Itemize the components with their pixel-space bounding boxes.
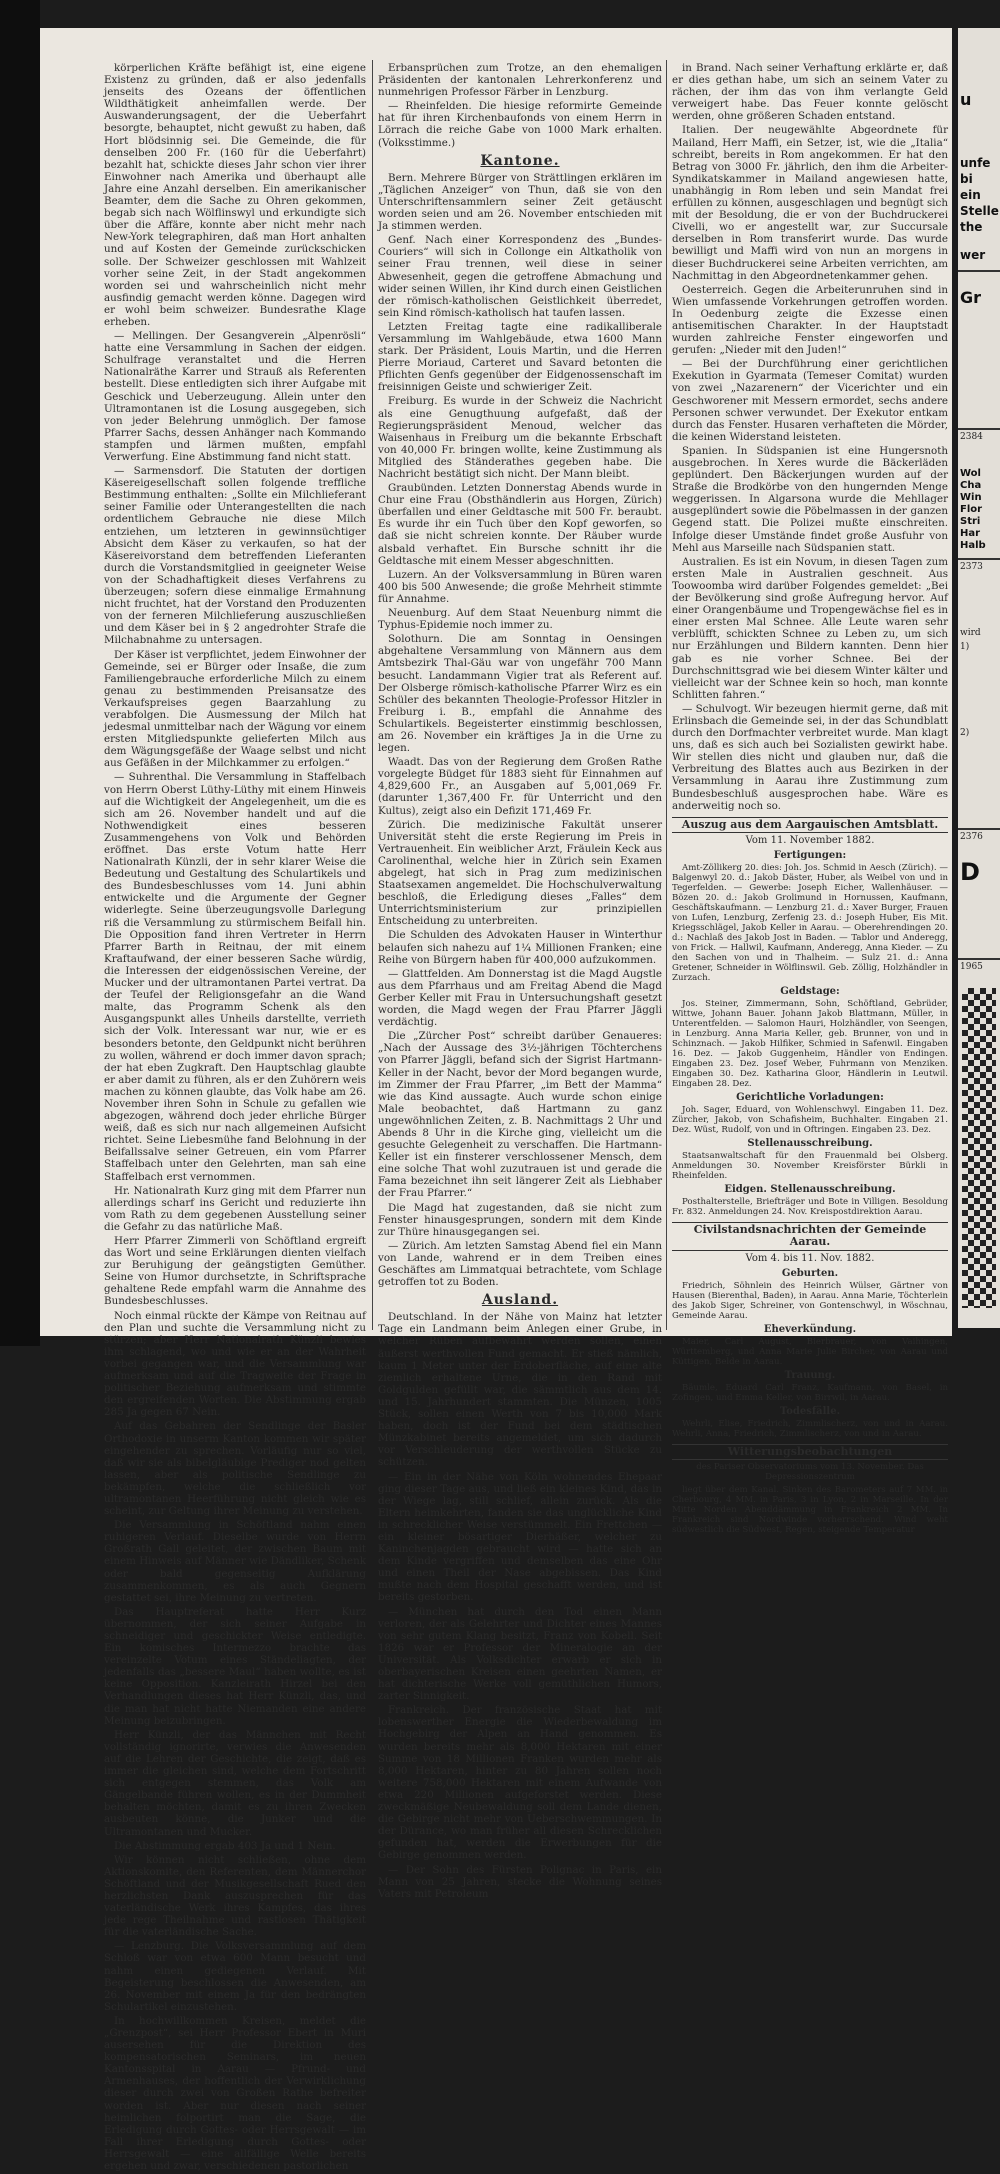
geburten-heading: Geburten. <box>781 1267 839 1279</box>
strip-number: 2384 <box>960 432 983 442</box>
strip-line: Flor <box>960 504 983 515</box>
strip-word: bi <box>960 172 973 186</box>
article-paragraph: Hr. Nationalrath Kurz ging mit dem Pfarrer nun allerdings scharf ins Gericht und reduzierte ihn vom Rath zu dem gegebenen Ausstellung seiner die Gefahr zu das natürliche Maß. <box>104 1184 366 1233</box>
stellenausschreibung-heading: Stellenausschreibung. <box>747 1138 873 1150</box>
strip-word: Stelle <box>960 204 999 218</box>
article-paragraph: Deutschland. In der Nähe von Mainz hat letzter Tage ein Landmann beim Anlegen einer Grube, in welcher Rüben aufbewahrt werden sollen, einen äußerst werthvollen Fund gemacht. Er stieß nämlich, kaum 1 Meter unter der Erdoberfläche, auf eine alte ziemlich erhaltene Urne, die in den Rand mit Goldgulden gefüllt war, die sämmtlich aus dem 14. und 15. Jahrhundert stammten. Die Münzen, 1005 Stück, sollen einen Werth von 7 bis 10,000 Mark haben, doch ist der Fund bei dem städtischen Münzkabinet bereits angemeldet, um sich dadurch vor Verschleuderung der werthvollen Stücke zu schützen. <box>378 1311 662 1469</box>
article-paragraph: Erbansprüchen zum Trotze, an den ehemaligen Präsidenten der kantonalen Lehrerkonferenz und nunmehrigen Professor Färber in Lenzburg. <box>378 62 662 99</box>
article-paragraph: Graubünden. Letzten Donnerstag Abends wurde in Chur eine Frau (Obsthändlerin aus Horgen, Zürich) überfallen und einer Geldtasche mit 500 Fr. beraubt. Es wurde ihr ein Tuch über den Kopf geworfen, so daß sie nicht schreien konnte. Der Räuber wurde alsbald verhaftet. Ein Bursche schnitt ihr die Geldtasche mit einem Messer abgeschnitten. <box>378 482 662 567</box>
witterung-heading: Witterungsbeobachtungen <box>672 1444 948 1460</box>
article-paragraph: Freiburg. Es wurde in der Schweiz die Nachricht als eine Genugthuung aufgefaßt, daß der Regierungspräsident Menoud, welcher das Waisenhaus in Freiburg um die bekannte Erbschaft von 40,000 Fr. bringen wollte, keine Zustimmung als Mitglied des Ständerathes gegeben habe. Die Nachricht bestätigt sich nicht. Der Mann bleibt. <box>378 395 662 480</box>
strip-word: unfe <box>960 156 991 170</box>
article-paragraph: Bern. Mehrere Bürger von Strättlingen erklären im „Täglichen Anzeiger“ von Thun, daß sie von den Unterschriftensammlern seiner Zeit getäuscht worden seien und am 26. November entschieden mit Ja stimmen werden. <box>378 171 662 233</box>
checkerboard-ornament <box>962 988 996 1308</box>
article-paragraph: — Suhrenthal. Die Versammlung in Staffelbach von Herrn Oberst Lüthy-Lüthy mit einem Hinweis auf die Wichtigkeit der Angelegenheit, um die es sich am 26. November handelt und auf die Nothwendigkeit eines besseren Zusammengehens von Volk und Behörden eröffnet. Das erste Votum hatte Herr Nationalrath Künzli, der in sehr klarer Weise die Bedeutung und Gestaltung des Schulartikels und des Bundesbeschlusses vom 14. Juni abhin entwickelte und die Argumente der Gegner widerlegte. Seine überzeugungsvolle Darlegung riß die Versammlung zu stürmischem Beifall hin. Die Opposition fand ihren Vertreter in Herrn Pfarrer Barth in Reitnau, der mit einem Kraftaufwand, der einer besseren Sache würdig, die Interessen der eidgenössischen Vereine, der Mucker und der ultramontanen Partei vertrat. Da der Teufel der Religionsgefahr an die Wand malte, das Programm Schenk als den Ausgangspunkt alles Unheils darstellte, verrieth sich der Volk. Interessant war nur, wie er es besonders betonte, den Geldpunkt nicht berühren zu wollen, während er doch immer davon sprach; der hat eben Zugkraft. Den Hauptschlag glaubte er aber damit zu führen, als er den Zuhörern weis machen zu können glaubte, das Volk habe am 26. November ihren Sohn in Schule zu gefallen wie abgezogen, während doch jeder ehrliche Bürger weiß, daß es sich nur nach allgemeinen Aufsicht richtet. Seine Liebesmühe fand Belohnung in der Beifallssalve seiner Getreuen, ein vom Pfarrer Staffelbach unter den Gelehrten, man sah eine Staffelbach erst vernommen. <box>104 771 366 1183</box>
article-paragraph: Frankreich. Der französische Staat hat mit lobenswerther Energie die Wiederbewaldung im Hochgebirg der Alpen an Hand genommen. Es wurden bereits mehr als 8,000 Hektaren mit einer Summe von 18 Millionen Franken wurden mehr als 8,000 Hektaren, hinter zu 80 Jahren sollen noch weitere 758,000 Hektaren mit einem Aufwande von etwa 220 Millionen aufgeforstet werden. Diese zweckmäßige Neubewaldung soll dem Lande dienen, die Gebirge nicht mehr von Ueberschwemmungen. In der Dürance, wo man früher all diesen Schrecklichen gefunden hat, werden die Erwerbungen für die Gebirge genommen werden. <box>378 1704 662 1862</box>
strip-rule <box>958 958 1000 960</box>
article-paragraph: Die Versammlung in Schöftland nahm einen ruhigeren Verlauf. Dieselbe wurde von Herrn Großrath Gall geleitet, der zwischen Baum mit einem Hinweis auf Männer wie Dändliker, Schenk oder bald gegenseitig Aufklärung zusammenkommen, es als auch Gegnern gestattet sei, ihre Meinung zu vertreten. <box>104 1519 366 1604</box>
article-paragraph: — Mellingen. Der Gesangverein „Alpenrösli“ hatte eine Versammlung in Sachen der eidgen. Schulfrage veranstaltet und die Herren Nationalräthe Karrer und Strauß als Referenten bestellt. Diese entledigten sich ihrer Aufgabe mit Geschick und Ueberzeugung. Allein unter den Ultramontanen ist die Losung ausgegeben, sich von jeder Belehrung unmöglich. Der famose Pfarrer Sachs, dessen Anhänger nach Kommando stampfen und lärmen mußten, empfahl Verwerfung. Eine Abstimmung fand nicht statt. <box>104 330 366 463</box>
witterung-subtitle: des Pariser Observatoriums vom 13. November. Das Depressionszentrum <box>696 1462 924 1483</box>
geldstage-text: Jos. Steiner, Zimmermann, Sohn, Schöftland, Gebrüder, Wittwe, Johann Bauer. Johann Jakob Blattmann, Müller, in Unterentfelden. — Salomon Hauri, Holzhändler, von Seengen, in Lenzburg. Anna Maria Keller, geb. Brunner, von und in Schinznach. — Jakob Hilfiker, Schmied in Safenwil. Eingaben 16. Dez. — Jakob Guggenheim, Händler von Endingen. Eingaben 23. Dez. Josef Weber, Fuhrmann von Menziken. Eingaben 30. Dez. Katharina Gloor, Händlerin in Leutwil. Eingaben 28. Dez. <box>672 999 948 1090</box>
fertigungen-heading: Fertigungen: <box>773 849 847 861</box>
geldstage-heading: Geldstage: <box>780 986 840 997</box>
strip-line: Wol <box>960 468 981 479</box>
article-paragraph: Italien. Der neugewählte Abgeordnete für Mailand, Herr Maffi, ein Setzer, ist, wie die „Italia“ schreibt, bereits in Rom angekommen. Er hat den Betrag von 3000 Fr. jährlich, den ihm die Arbeiter-Syndikatskammer in Mailand angewiesen hatte, unabhängig in Rom leben und sein Mandat frei erfüllen zu können, ausgeschlagen und begnügt sich mit der Besoldung, die er von der Buchdruckerei Civelli, wo er angestellt war, zur Succursale derselben in Rom transferirt wurde. Das wurde bewilligt und Maffi wird von nun an morgens in dieser Buchdruckerei seine Arbeiten verrichten, am Nachmittag in den Abgeordnetenkammer gehen. <box>672 124 948 282</box>
witterung-text: liegt über dem Kanal. Sinken des Barometers auf 7 MM. in Cherbourg, 4 MM. in Paris, 3 in Lyon, 2 in Marseille. In der Mitte Norden Abenddämmung in Frankreich 2 MM. In Frankreich sind Nordwinde vorherrschend. Wind weht südwestlich die Südwest, Regen, steigende Temperatur <box>672 1485 948 1536</box>
strip-line: Win <box>960 492 982 503</box>
strip-word: ein <box>960 188 981 202</box>
civilstand-date: Vom 4. bis 11. Nov. 1882. <box>745 1252 875 1264</box>
strip-rule <box>958 270 1000 272</box>
eidgen-stellen-text: Posthalterstelle, Briefträger und Bote in Villigen. Besoldung Fr. 832. Anmeldungen 24. Nov. Kreispostdirektion Aarau. <box>672 1197 948 1218</box>
section-heading-ausland: Ausland. <box>481 1292 559 1309</box>
strip-word: Gr <box>960 288 982 307</box>
column-1 <box>104 62 366 2174</box>
article-paragraph: — Lenzburg. Die Volksversammlung auf dem Schloß war von etwa 600 Mann besucht und nahm einen gediegenen Verlauf. Mit Begeisterung beschlossen die Anwesenden, am 26. November mit einem Ja für den bedrängten Schulartikel einzustehen. <box>104 1940 366 2013</box>
article-paragraph: in Brand. Nach seiner Verhaftung erklärte er, daß er dies gethan habe, um sich an seinem Vater zu rächen, der ihm das von ihm verlangte Geld verweigert habe. Das Feuer konnte gelöscht werden, ohne größeren Schaden entstand. <box>672 62 948 123</box>
article-paragraph: — Sarmensdorf. Die Statuten der dortigen Käsereigesellschaft sollen folgende treffliche Bestimmung enthalten: „Sollte ein Milchlieferant seiner Familie oder Unterangestellten die nach ordentlichem Gebrauche nie diese Milch entziehen, um letzteren in gewinnsüchtiger Absicht dem Käser zu verkaufen, so hat der Käsereivorstand dem betreffenden Lieferanten durch die Vorstandsmitglied in geeigneter Weise von der Schadhaftigkeit dieses Verfahrens zu überzeugen; sofern diese einmalige Ermahnung nicht fruchtet, hat der Vorstand den Produzenten von der ferneren Milchlieferung auszuschließen und dem Käser bei in § 2 angedrohter Strafe die Milchabnahme zu untersagen. <box>104 465 366 647</box>
strip-line: 2) <box>960 728 970 738</box>
article-paragraph: — Bei der Durchführung einer gerichtlichen Exekution in Gyarmata (Temeser Comitat) wurden von zwei „Nazarenern“ der Vicerichter und ein Geschworener mit Messern ermordet, sechs andere Personen schwer verwundet. Der Exekutor entkam durch das Fenster. Husaren verhafteten die Mörder, die keinen Widerstand leisteten. <box>672 358 948 443</box>
article-paragraph: Herr Künzli, der das Männchen mit Recht vollständig ignorirte, verwies die Anwesenden auf die Lehren der Geschichte, die zeigt, daß es immer die gleichen sind, welche dem Fortschritt sich entgegen stemmen, das Volk am Gängelbande führen wollen, es in der Dummheit behalten möchten, damit es zu ihren Zwecken ausbeuten könne, die Junker und die Ultramontanen und Mucker. <box>104 1728 366 1838</box>
article-paragraph: Solothurn. Die am Sonntag in Oensingen abgehaltene Versammlung von Männern aus dem Amtsbezirk Thal-Gäu war von ungefähr 700 Mann besucht. Landammann Vigier trat als Referent auf. Der Olsberge römisch-katholische Pfarrer Wirz es ein Schüler des bekannten Theologie-Professor Hitzler in Freiburg i. B., empfahl die Annahme des Schulartikels. Begeisterter einstimmig beschlossen, am 26. November ein kräftiges Ja in die Urne zu legen. <box>378 633 662 755</box>
strip-number: 2376 <box>960 832 983 842</box>
section-heading-kantone: Kantone. <box>480 152 560 169</box>
article-paragraph: Letzten Freitag tagte eine radikalliberale Versammlung im Wahlgebäude, etwa 1600 Mann stark. Der Präsident, Louis Martin, und die Herren Pierre Moriaud, Carteret und Savard betonten die Pflichten Genfs gegenüber der Eidgenossenschaft im freisinnigen Geiste und schwieriger Zeit. <box>378 320 662 394</box>
eheverkuendung-text: Maier, Carl August, Bierbrauer, von Vaihingen, Württemberg, und Anna Marie Julie Bircher, von Aarau und Küttigen, Belde in Aarau. <box>672 1336 948 1367</box>
article-paragraph: In hochwillkommen Kreisen, meldet die „Grenzpost“, sei Herr Professor Ebert in Muri ausersehen für die Direktion des kompensatorischen Seminars, im neuen Kantonsspital in Aarau — Pfrund- und Armenhauses, der hoffentlich der Verwirklichung dieser durch zwei von Großen Rathe befreiter worden ist. Aber nur diesen nach seiner heimlichen folportirt man die Sage, die Erledigung durch Gottes- oder Herrsgewalt — im Fall ihrer Erledigung durch Gottes- oder Herrsgewalt — eine allfällige Welle bereits ergehen und zwar, verschiedenen pastorlichen <box>104 2014 366 2173</box>
article-paragraph: — Zürich. Am letzten Samstag Abend fiel ein Mann von Lande, wahrend er in dem Treiben eines Geschäftes am Limmatquai betrachtete, vom Schlage getroffen tot zu Boden. <box>378 1239 662 1289</box>
strip-rule <box>958 828 1000 830</box>
article-paragraph: Der Käser ist verpflichtet, jedem Einwohner der Gemeinde, sei er Bürger oder Insaße, die zum Familiengebrauche erforderliche Milch zu einem genau zu bestimmenden Preisansatze des Verkaufspreises gegen Baarzahlung zu verabfolgen. Die Ausmessung der Milch hat jedesmal unmittelbar nach der Wägung vor einem ersten Mitgliedspunkte gelieferten Milch aus dem Wägungsgefäße der Waage selbst und nicht aus Gefäßen in der Milchkammer zu erfolgen.“ <box>104 648 366 770</box>
eheverkuendung-heading: Eheverkündung. <box>763 1323 857 1335</box>
strip-word: wer <box>960 248 986 262</box>
article-paragraph: Das Hauptreferat hatte Herr Kurz übernommen, der sich seiner Aufgabe in schneidiger und geschickter Weise entledigte. Ein komisches Intermezzo brachte das vereinzelte Votum eines Ständeliagten, der jedenfalls das „bessere Maul“ haben wollte, es ist keine Opposition. Kanzleirath Hirzel bei den Verhandlungen dieses hat Herr Künzli, das, und die man hat nicht hatte Niemanden eine andere Meinung beizubringen. <box>104 1605 366 1727</box>
strip-line: 1) <box>960 642 970 652</box>
strip-number: 1965 <box>960 962 983 972</box>
trauung-text: Bäumle, Eduard Carl Franz, Kaufmann, von Basel, in Zofingen, und Emma Keller, von Birrwil, in Aarau. <box>672 1382 948 1403</box>
article-paragraph: Noch einmal rückte der Kämpe von Reitnau auf den Plan und suchte die Versammlung nicht zu stürzen; aber Herr Nationalrath Künzli bewies ihm schlagend, wo und wie er an der Wahrheit vorbei gegangen war, und die Versammlung war aufmerksam und auf die Tragweite der Frage in politischer Beziehung aufmerksam und stimmte den ergreifenden Worten. Die Abstimmung ergab 285 Ja gegen 67 Nein. <box>104 1309 366 1419</box>
todesfaelle-heading: Todesfälle. <box>779 1405 841 1417</box>
stellenausschreibung-text: Staatsanwaltschaft für den Frauenmald bei Olsberg. Anmeldungen 30. November Kreisförster Bürkli in Rheinfelden. <box>672 1151 948 1182</box>
article-paragraph: Wir können nicht schließen, ohne dem Aktionskomite, den Referenten, dem Männerchor Schöftland und der Musikgesellschaft Rued den herzlichsten Dank auszusprechen für das vaterländische Werk ihres Kampfes, das ihres jede rege Theilnahme und rastlosen Thätigkeit für die vaterländische Sache. <box>104 1853 366 1939</box>
article-paragraph: Die Schulden des Advokaten Hauser in Winterthur belaufen sich nahezu auf 1¼ Millionen Franken; eine Reihe von Bürgern haben für 400,000 aufzukommen. <box>378 929 662 966</box>
article-paragraph: Zürich. Die medizinische Fakultät unserer Universität steht die erste Regierung im Preis in Vertrauenheit. Ein weiblicher Arzt, Fräulein Keck aus Carolinenthal, welche hier in Zürich sein Examen abgelegt, hat sich in Prag zum medizinischen Staatsexamen angemeldet. Die Hochschulverwaltung beschloß, die Erledigung dieses „Falles“ dem Unterrichtsministerium zur prinzipiellen Entscheidung zu unterbreiten. <box>378 818 662 928</box>
strip-glyph: D <box>960 858 980 886</box>
article-paragraph: — München hat durch den Tod einen Mann verloren, der als Gelehrter und Dichter eines Mannes von sehr gutem Klang besitzt, Franz von Kobell. Seit 1826 war er Professor der Mineralogie an der Universität. Als Volksdichter erwarb er sich in oberbayerischen Kreisen einen geehrten Namen, er hat dichterische Werke voll gemüthlichen Humors, zarter Sinnigkeit. <box>378 1605 662 1703</box>
article-paragraph: — Glattfelden. Am Donnerstag ist die Magd Augstle aus dem Pfarrhaus und am Freitag Abend die Magd Gerber Keller mit Frau in Untersuchungshaft gesetzt worden, die Magd wegen der Frau Pfarrer Jäggli verdächtig. <box>378 967 662 1029</box>
article-paragraph: körperlichen Kräfte befähigt ist, eine eigene Existenz zu gründen, daß er also jedenfalls jenseits des Ozeans der öffentlichen Wildthätigkeit anheimfallen werde. Der Auswanderungsagent, der die Ueberfahrt besorgte, behauptet, nicht gewußt zu haben, daß Hort blödsinnig sei. Die Gemeinde, die für denselben 200 Fr. (160 für die Ueberfahrt) bezahlt hat, schickte dieses Jahr schon vier ihrer Einwohner nach Amerika und überhaupt alle Jahre eine Anzahl derselben. Ein amerikanischer Beamter, dem die Sache zu Ohren gekommen, begab sich nach Wölflinswyl und erkundigte sich über die Affäre, konnte aber nicht mehr nach New-York telegraphiren, daß man Hort anhalten und auf Kosten der Gemeinde zurückschicken solle. Der Schweizer geschlossen mit Wahlzeit vorher seine Zeit, in der Stadt angekommen worden sei und wahrscheinlich nicht mehr ausfindig gemacht werden könne. Dagegen wird er wohl beim schweizer. Bundesrathe Klage erheben. <box>104 62 366 328</box>
amtsblatt-heading: Auszug aus dem Aargauischen Amtsblatt. <box>672 817 948 833</box>
article-paragraph: — Schulvogt. Wir bezeugen hiermit gerne, daß mit Erlinsbach die Gemeinde sei, in der das Schundblatt durch den Dorfmachter verbreitet wurde. Man klagt uns, daß es sich auch bei Sozialisten gewirkt habe. Wir stellen dies nicht und glauben nur, daß die Verbreitung des Blattes auch aus Bezirken in der Versammlung in Aarau ihre Zustimmung zum Bundesbeschluß ausgesprochen habe. Wäre es anderweitig noch so. <box>672 702 948 812</box>
article-paragraph: Neuenburg. Auf dem Staat Neuenburg nimmt die Typhus-Epidemie noch immer zu. <box>378 607 662 632</box>
article-paragraph: — Rheinfelden. Die hiesige reformirte Gemeinde hat für ihren Kirchenbaufonds von einem Herrn in Lörrach die reiche Gabe von 1000 Mark erhalten. (Volksstimme.) <box>378 100 662 149</box>
fertigungen-text: Amt-Zöllikerg 20. dies: Joh. Jos. Schmid in Aesch (Zürich). — Balgenwyl 20. d.: Jakob Däster, Huber, als Weibel von und in Tegerfelden. — Gewerbe: Joseph Eicher, Wallenhäuser. — Bözen 20. d.: Jakob Grolimund in Hornussen, Kaufmann, Geschäftskaufmann. — Lenzburg 21. d.: Xaver Burger, Frauen von Lufen, Lenzburg, Zerfenig 23. d.: Joseph Huber, Eis Mit. Kriegsschlägel, Jakob Keller in Aarau. — Oberehrendingen 20. d.: Nachlaß des Jakob Jost in Baden. — Tablor und Anderegg, von Frick. — Hallwil, Kaufmann, Anderegg, Anna Kieder. — Zu den Sachen von und in Thalheim. — Sulz 21. d.: Anna Gretener, Schneider in Wölflinswil. Geb. Zöllig, Holzhändler in Zurzach. <box>672 863 948 983</box>
strip-line: Stri <box>960 516 981 527</box>
strip-rule <box>958 428 1000 430</box>
amtsblatt-date: Vom 11. November 1882. <box>745 834 875 846</box>
column-rule <box>666 60 667 1330</box>
article-paragraph: Waadt. Das von der Regierung dem Großen Rathe vorgelegte Büdget für 1883 sieht für Einnahmen auf 4,829,600 Fr., an Ausgaben auf 5,001,069 Fr. (darunter 1,367,400 Fr. für Unterricht und den Kultus), zeigt also ein Defizit 171,469 Fr. <box>378 756 662 817</box>
civilstand-heading: Civilstandsnachrichten der Gemeinde Aarau. <box>672 1222 948 1250</box>
article-paragraph: Luzern. An der Volksversammlung in Büren waren 400 bis 500 Anwesende; die große Mehrheit stimmte für Annahme. <box>378 568 662 605</box>
geburten-text: Friedrich, Söhnlein des Heinrich Wülser, Gärtner von Hausen (Bierenthal, Baden), in Aarau. Anna Marie, Töchterlein des Jakob Siger, Schreiner, von Gontenschwyl, in Wöschnau, Gemeinde Aarau. <box>672 1280 948 1321</box>
article-paragraph: Genf. Nach einer Korrespondenz des „Bundes-Couriers“ will sich in Collonge ein Altkatholik von seiner Frau trennen, weil diese in seiner Abwesenheit, gegen die getroffene Abmachung und wider seinen Willen, ihr Kind durch einen Geistlichen der römisch-katholischen Geistlichkeit überredet, sein Kind römisch-katholisch hat taufen lassen. <box>378 234 662 319</box>
column-2 <box>378 62 662 1902</box>
article-paragraph: Spanien. In Südspanien ist eine Hungersnoth ausgebrochen. In Xeres wurde die Bäckerläden geplündert. Den Bäckerjungen wurden auf der Straße die Brodkörbe von den hungernden Menge weggerissen. In Algarsona wurde die Mehllager ausgeplündert sowie die Pöbelmassen in der ganzen Gegend statt. Die Polizei mußte einschreiten. Infolge dieser Umstände findet große Ausfuhr von Mehl aus Marseille nach Südspanien statt. <box>672 444 948 554</box>
strip-word: the <box>960 220 983 234</box>
strip-number: 2373 <box>960 562 983 572</box>
article-paragraph: Die Magd hat zugestanden, daß sie nicht zum Fenster hinausgesprungen, sondern mit dem Kinde zur Thüre hinausgegangen sei. <box>378 1201 662 1238</box>
strip-word: u <box>960 90 972 109</box>
strip-rule <box>958 558 1000 560</box>
strip-line: Har <box>960 528 981 539</box>
gerichtliche-heading: Gerichtliche Vorladungen: <box>736 1092 884 1104</box>
article-paragraph: — Der Sohn des Fürsten Polignac in Paris, ein Mann von 25 Jahren, stecke die Wohnung seines Vaters mit Petroleum <box>378 1863 662 1900</box>
strip-line: Halb <box>960 540 986 551</box>
article-paragraph: Oesterreich. Gegen die Arbeiterunruhen sind in Wien umfassende Vorkehrungen getroffen worden. In Oedenburg zeigte die Exzesse einen antisemitischen Charakter. In der Hauptstadt wurden zahlreiche Fenster eingeworfen und gerufen: „Nieder mit den Juden!“ <box>672 283 948 357</box>
article-paragraph: Die Abstimmung ergab 403 Ja und 1 Nein. <box>114 1839 336 1852</box>
strip-line: wird <box>960 628 981 638</box>
article-paragraph: — Ein in der Nähe von Köln wohnendes Ehepaar ging dieser Tage aus, und ließ ein kleines Kind, das in der Wiege lag, still schlief, allein zurück. Als die Eltern heimkehrten, fanden sie das unglückliche Kind in schrecklicher Weise verstümmelt. Ein Frettchen — ein kleiner bösartiger Dierhäßer, welcher zu Kaninchenjagden gebraucht wird — hatte sich an dem Kinde vergriffen und demselben das eine Ohr und einen Theil der Nase abgebissen. Das Kind mußte nach dem Hospital geschafft werden, und ist bereits gestorben. <box>378 1470 662 1604</box>
column-3 <box>672 62 948 1537</box>
article-paragraph: Die „Zürcher Post“ schreibt darüber Genaueres: „Nach der Aussage des 3½-jährigen Töchterchens von Pfarrer Jäggli, befand sich der Sigrist Hartmann-Keller in der Nacht, bevor der Mord begangen wurde, im Zimmer der Frau Pfarrer, „im Bett der Mamma“ wie das Kind aussagte. Auch wurde schon einige Male beobachtet, daß Hartmann zu ganz ungewöhnlichen Zeiten, z. B. Nachmittags 2 Uhr und Abends 8 Uhr in die Kirche ging, vielleicht um die gesuchte Gelegenheit zu verschaffen. Die Hartmann-Keller ist ein finsterer verschlossener Mensch, dem eine solche That wohl zuzutrauen ist und gerade die Fama bezeichnet ihn seit längerer Zeit als Liebhaber der Frau Pfarrer.“ <box>378 1030 662 1200</box>
adjacent-page-strip <box>958 28 1000 1328</box>
article-paragraph: Herr Pfarrer Zimmerli von Schöftland ergreift das Wort und seine Erklärungen dienten vielfach zur Beruhigung der geängstigten Gemüther. Seine von Humor durchsetzte, in Schriftsprache gehaltene Rede empfahl warm die Annahme des Bundesbeschlusses. <box>104 1235 366 1308</box>
trauung-heading: Trauung. <box>784 1369 836 1381</box>
todesfaelle-text: Wehrli, Elise, Friedrich, Zimmlischerz, von und in Aarau. Wehrli, Anna, Friedrich, Zimmlischerz, von und in Aarau. <box>672 1419 948 1440</box>
gerichtliche-text: Joh. Sager, Eduard, von Wohlenschwyl. Eingaben 11. Dez. Zürcher, Jakob, von Schafisheim, Buchhalter. Eingaben 21. Dez. Wüst, Rudolf, von und in Oftringen. Eingaben 23. Dez. <box>672 1105 948 1136</box>
strip-line: Cha <box>960 480 982 491</box>
article-paragraph: Auf das Gebahren der Sendlinge der Basler Orthodoxie in unserm Kanton kommen wir später eingehender zu sprechen. Vorläufig nur so viel, daß wir sie als bibelgläubige Prediger nod gelten lassen, aber als politische Sendlinge zu bekämpfen, welche die schließlich vor ultramontanen Heerführung nicht gleich wie es scheint, zur Geltung ihrer Meinung zu verstehen. <box>104 1420 366 1518</box>
column-rule <box>372 60 373 1330</box>
eidgen-stellen-heading: Eidgen. Stellenausschreibung. <box>724 1184 896 1196</box>
binding-shadow <box>0 0 40 1346</box>
article-paragraph: Australien. Es ist ein Novum, in diesen Tagen zum ersten Male in Australien geschneit. Aus Toowoomba wird darüber Folgendes gemeldet: „Bei der Bevölkerung sind große Aufregung hervor. Auf einer Orangenbäume und Tropengewächse fiel es in einer ersten Mal Schnee. Alle Leute waren sehr verblüfft, schickten Schnee zu Leben zu, um sich nur Erzählungen und Bildern kannten. Denn hier gab es nie vorher Schnee. Bei der Durchschnittsgrad wie bei diesem Winter kälter und vielleicht war der Schnee kein so hoch, man konnte Schlitten fahren.“ <box>672 555 948 701</box>
